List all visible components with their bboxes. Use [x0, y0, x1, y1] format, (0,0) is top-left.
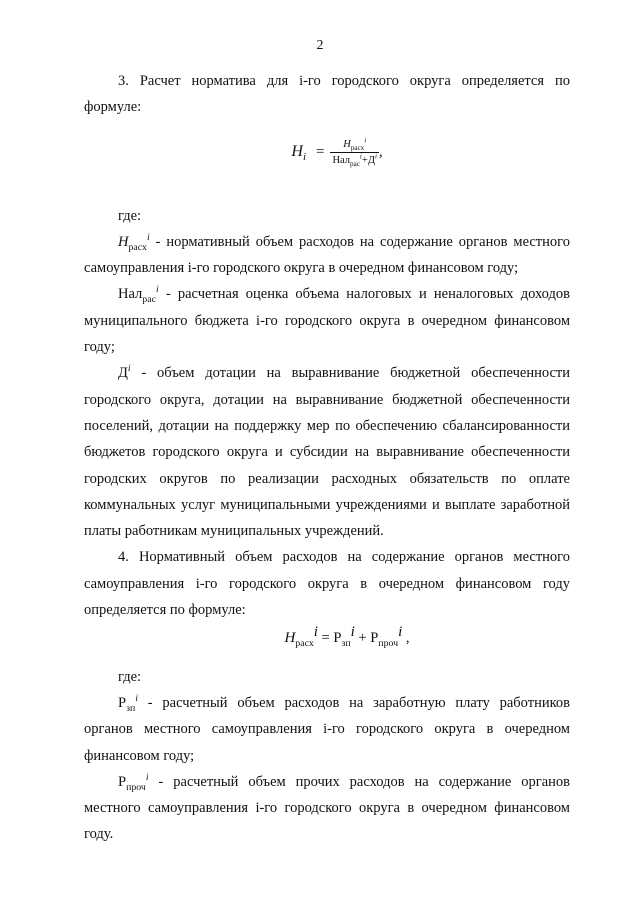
where-label-1: где: — [118, 207, 142, 224]
document-body — [84, 68, 570, 848]
definition-r-proch: $Р_{проч}^i$ - расчетный объем прочих расходов на содержание органов местного самоуправления i-го городского округа в очередном финансовом году. — [84, 772, 570, 843]
definition-h-rash: $H_{расх}^i$ - нормативный объем расходов на содержание органов местного самоуправления i-го городского округа в очередном финансовом году; — [84, 232, 570, 277]
fraction-numerator: $H_{расх}^i$ — [343, 136, 367, 152]
formula-tail: , — [378, 143, 383, 160]
page-number: 2 — [316, 38, 324, 53]
formula-norm — [84, 138, 570, 188]
paragraph-4: 4. Нормативный объем расходов на содержание органов местного самоуправления i-го городского округа в очередном финансовом году определяется по формуле: — [84, 549, 570, 619]
formula-fraction — [330, 138, 379, 167]
definition-d: $Д^i$ - объем дотации на выравнивание бюджетной обеспеченности городского округа, дотации на выравнивание бюджетной обеспеченности поселений, дотации на поддержку мер по обеспечению сбалансированности бюджетов городского округа и субсидии на выравнивание обеспеченности городских округов по реализации расходных обязательств по оплате коммунальных услуг муниципальными учреждениями и выплате заработной платы работникам муниципальных учреждений. — [84, 363, 570, 540]
formula-equals: = — [315, 143, 325, 160]
paragraph-3: 3. Расчет норматива для i-го городского округа определяется по формуле: — [84, 73, 570, 116]
formula-lhs: $H_i$ — [291, 142, 306, 164]
where-label-2: где: — [118, 668, 142, 685]
definition-r-zp: $Р_{зп}^i$ - расчетный объем расходов на заработную плату работников органов местного самоуправления i-го городского округа в очередном финансовом году; — [84, 693, 570, 764]
formula-norm-expression — [291, 138, 382, 167]
formula-expenses: $H_{расх}^i = Р_{зп}^i + Р_{проч}^i$ , — [284, 624, 410, 650]
fraction-denominator: $Нал_{рас}^i+Д^i$ — [332, 152, 377, 168]
definition-nal-ras: Нал$_{рас}^i$ - расчетная оценка объема налоговых и неналоговых доходов муниципального бюджета i-го городского округа в очередном финансовом году; — [84, 284, 570, 356]
